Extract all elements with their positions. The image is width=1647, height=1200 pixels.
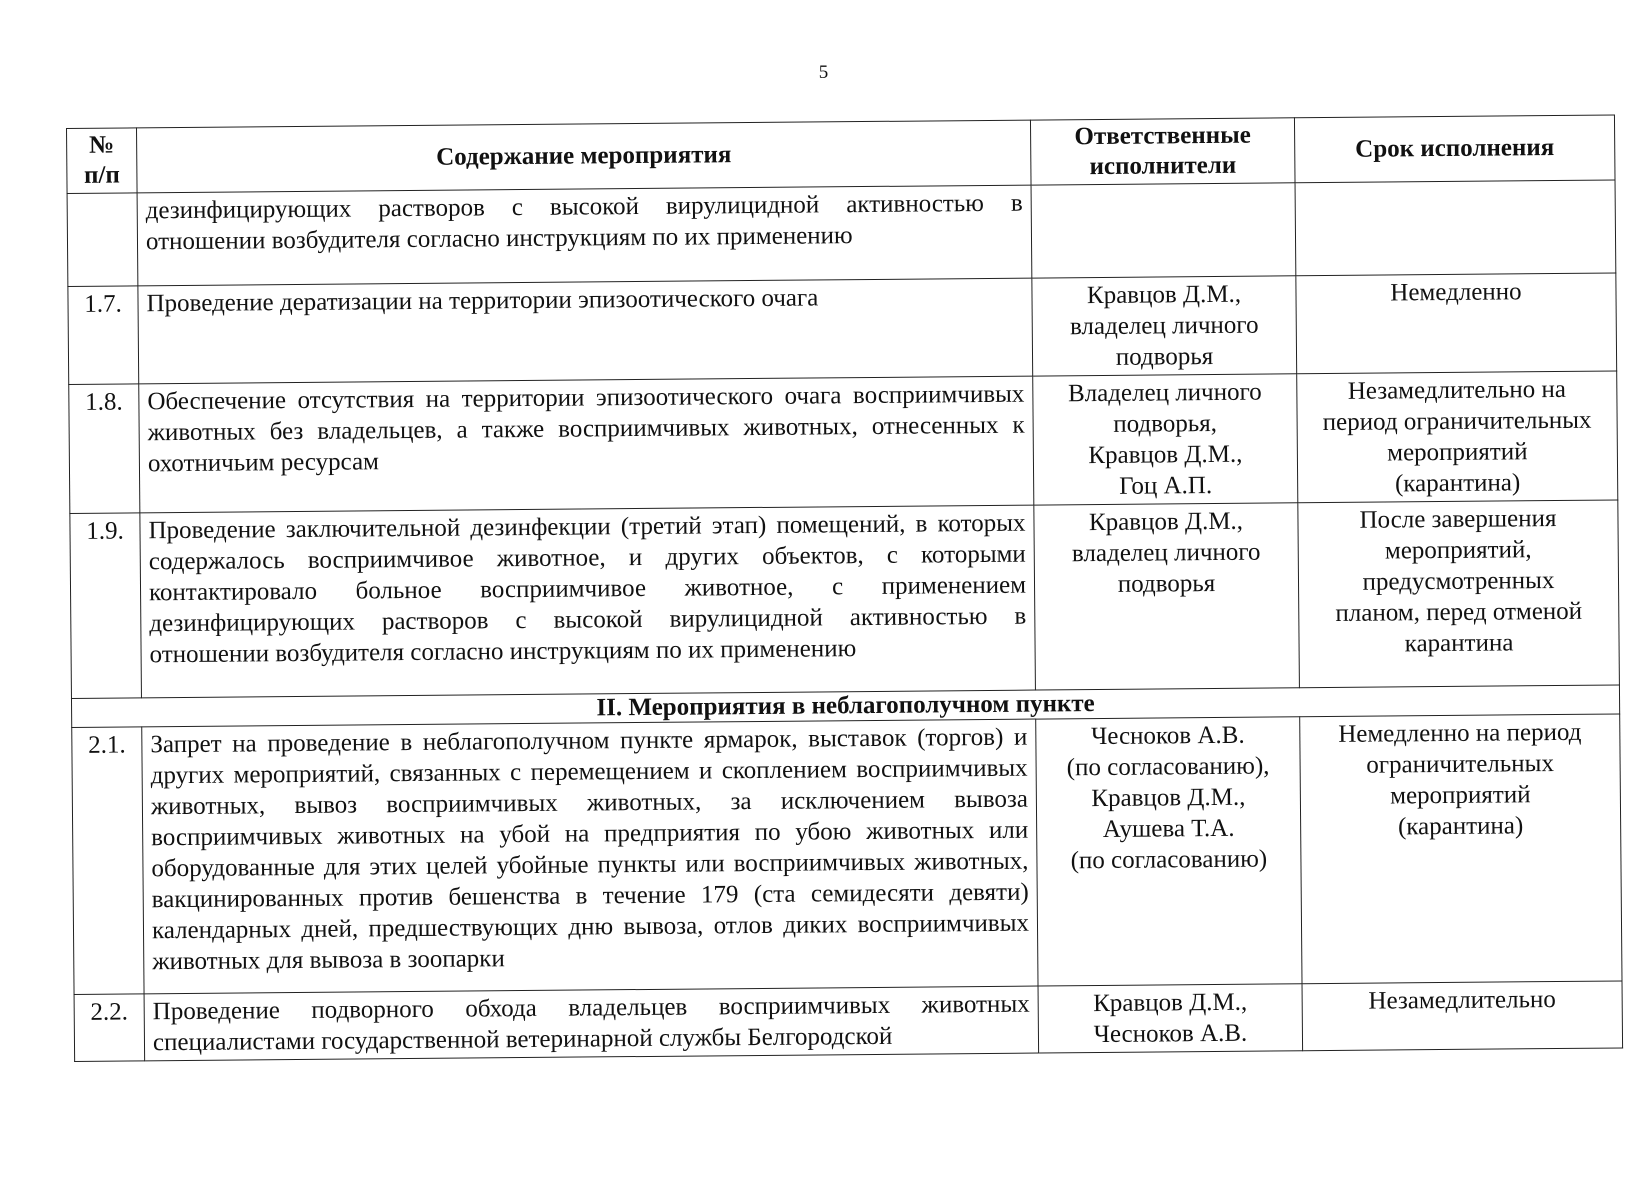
deadline-line: Немедленно — [1390, 278, 1522, 307]
header-responsible-line: Ответственные — [1074, 121, 1251, 151]
row-number: 2.1. — [72, 727, 144, 995]
row-content: Проведение заключительной дезинфекции (третий этап) помещений, в которых содержалось восприимчивое животное, и других объектов, с которыми контактировало больное восприимчивое животное, с применением дезинфицирующих растворов с высокой вирулицидной активностью в отношении возбудителя согласно инструкциям по их применению — [140, 505, 1036, 698]
deadline-line: После завершения — [1359, 505, 1557, 534]
responsible-line: подворья — [1117, 569, 1216, 598]
responsible-line: Аушева Т.А. — [1102, 814, 1235, 843]
responsible-line: Кравцов Д.М., — [1086, 280, 1242, 310]
row-deadline — [1296, 273, 1617, 374]
row-content: Проведение дератизации на территории эпизоотического очага — [138, 278, 1033, 384]
deadline-line: мероприятий — [1387, 438, 1528, 467]
row-number: 1.9. — [70, 513, 142, 699]
table-row — [70, 500, 1620, 699]
responsible-line: Владелец личного — [1067, 378, 1262, 408]
responsible-line: Кравцов Д.М., — [1088, 507, 1244, 537]
row-deadline — [1300, 714, 1622, 984]
row-responsible — [1032, 276, 1297, 376]
row-content: Обеспечение отсутствия на территории эпизоотического очага восприимчивых животных без владельцев, а также восприимчивых животных, отнесенных к охотничьим ресурсам — [139, 376, 1034, 513]
deadline-line: (карантина) — [1394, 469, 1521, 498]
row-content: Запрет на проведение в неблагополучном пункте ярмарок, выставок (торгов) и других мероприятий, связанных с перемещением и скоплением восприимчивых животных, вывоз восприимчивых животных, за исключением вывоза восприимчивых животных на убой на предприятия по убою животных или оборудованные для этих целей убойные пункты или восприимчивых животных, вакцинированных против бешенства в течение 179 (ста семидесяти девяти) календарных дней, предшествующих дню вывоза, отлов диких восприимчивых животных для вывоза в зоопарки — [142, 719, 1038, 994]
responsible-line: (по согласованию), — [1066, 752, 1270, 782]
header-num-line: № — [88, 131, 115, 159]
row-deadline — [1295, 180, 1616, 276]
responsible-line: владелец личного — [1071, 538, 1261, 568]
table-row — [69, 371, 1618, 514]
deadline-line: карантина — [1404, 629, 1514, 658]
row-number: 1.7. — [68, 286, 139, 385]
responsible-line: Чесноков А.В. — [1090, 721, 1245, 751]
table-row — [67, 180, 1616, 287]
table-row — [72, 714, 1622, 994]
table-row — [68, 273, 1617, 385]
row-deadline — [1302, 981, 1623, 1051]
responsible-line: Кравцов Д.М., — [1088, 440, 1243, 470]
responsible-line: Чесноков А.В. — [1093, 1019, 1248, 1049]
section-title: II. Мероприятия в неблагополучном пункте — [71, 685, 1619, 728]
deadline-line: ограничительных — [1366, 750, 1555, 779]
row-responsible — [1036, 717, 1302, 986]
deadline-line: Немедленно на период — [1338, 718, 1582, 748]
deadline-line: мероприятий, — [1384, 536, 1532, 565]
row-content: дезинфицирующих растворов с высокой вирулицидной активностью в отношении возбудителя согласно инструкциям по их применению — [137, 185, 1032, 286]
deadline-line: предусмотренных — [1362, 567, 1555, 596]
responsible-line: (по согласованию) — [1070, 845, 1268, 875]
header-num — [67, 128, 138, 194]
responsible-line: Кравцов Д.М., — [1091, 783, 1246, 813]
header-num-line: п/п — [83, 161, 120, 189]
row-content: Проведение подворного обхода владельцев восприимчивых животных специалистами государственной ветеринарной службы Белгородской — [144, 986, 1039, 1061]
deadline-line: период ограничительных — [1322, 406, 1592, 437]
deadline-line: Незамедлительно на — [1347, 375, 1567, 405]
responsible-line: Кравцов Д.М., — [1093, 988, 1248, 1018]
header-responsible — [1030, 118, 1295, 185]
deadline-line: мероприятий — [1390, 781, 1531, 810]
row-responsible — [1034, 503, 1300, 690]
responsible-line: подворья — [1115, 342, 1214, 371]
row-number — [67, 193, 138, 287]
responsible-line: Гоц А.П. — [1119, 472, 1213, 500]
row-deadline — [1298, 500, 1620, 688]
row-responsible — [1033, 374, 1298, 505]
row-number: 1.8. — [69, 384, 140, 514]
row-responsible — [1038, 984, 1303, 1053]
header-responsible-line: исполнители — [1089, 151, 1237, 181]
deadline-line: планом, перед отменой — [1335, 597, 1583, 627]
row-responsible — [1031, 183, 1296, 278]
header-deadline: Срок исполнения — [1294, 115, 1615, 183]
page-number: 5 — [818, 62, 829, 83]
deadline-line: (карантина) — [1397, 812, 1524, 841]
responsible-line: подворья, — [1113, 409, 1218, 438]
deadline-line: Незамедлительно — [1368, 986, 1556, 1015]
measures-table — [66, 114, 1623, 1061]
row-deadline — [1297, 371, 1618, 503]
header-content: Содержание мероприятия — [137, 120, 1032, 193]
responsible-line: владелец личного — [1069, 311, 1259, 341]
table-row — [74, 981, 1623, 1062]
row-number: 2.2. — [74, 994, 145, 1062]
